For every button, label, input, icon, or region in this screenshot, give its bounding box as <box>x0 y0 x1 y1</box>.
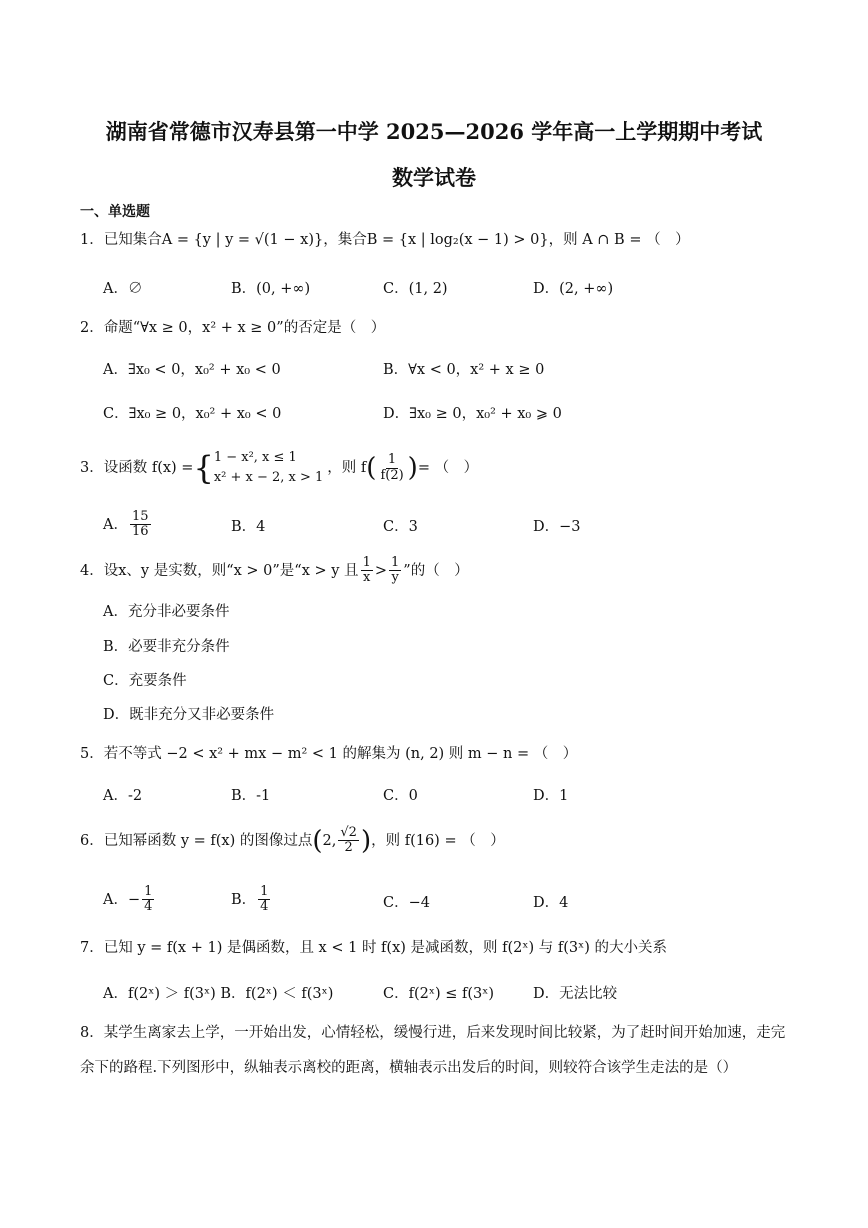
q3-option-a-den: 16 <box>131 524 149 540</box>
q3-frac-num: 1 <box>387 452 397 468</box>
q6-option-c: C．−4 <box>383 895 430 911</box>
q2-option-b: B．∀x < 0，x² + x ≥ 0 <box>383 362 545 378</box>
q4-fraction-1 <box>361 556 373 586</box>
left-brace-icon: { <box>193 449 214 487</box>
q6-option-d: D．4 <box>533 895 569 911</box>
question-5-stem: 5．若不等式 −2 < x² + mx − m² < 1 的解集为 (n, 2) 则 m − n = （ ） <box>80 746 578 762</box>
q6-option-b-label: B． <box>231 891 257 908</box>
q3-fraction <box>378 453 405 483</box>
question-2-stem: 2．命题“∀x ≥ 0，x² + x ≥ 0”的否定是（ ） <box>80 320 386 336</box>
q7-option-ab: A．f(2ˣ) ＞ f(3ˣ) B．f(2ˣ) ＜ f(3ˣ) <box>103 986 334 1002</box>
q4-option-c: C．充要条件 <box>103 673 187 689</box>
question-1-stem <box>80 230 690 250</box>
q6-option-a-fraction <box>142 885 154 915</box>
q6-option-a-den: 4 <box>144 899 153 915</box>
q6-pt-num: √2 <box>340 825 357 840</box>
q4-f2-num: 1 <box>391 555 400 570</box>
paren-close-icon: ) <box>407 453 418 483</box>
q4-gt: > <box>374 562 387 579</box>
q6-point-fraction <box>338 826 359 856</box>
q4-f1-num: 1 <box>362 555 371 570</box>
q1-set-b: B = {x | log₂(x − 1) > 0} <box>366 232 549 248</box>
question-3-stem <box>80 448 478 488</box>
q3-option-a-label: A． <box>103 516 128 533</box>
question-4-stem <box>80 556 469 586</box>
q1-option-c: C．(1, 2) <box>383 281 448 297</box>
q4-f2-den: y <box>391 570 399 586</box>
q6-option-b <box>231 885 272 915</box>
q4-option-a: A．充分非必要条件 <box>103 604 230 620</box>
question-6-stem <box>80 826 505 856</box>
q1-pre: 1．已知集合 <box>80 232 162 248</box>
q1-mid: ，集合 <box>323 232 367 248</box>
q6-pre: 6．已知幂函数 y = f(x) 的图像过点 <box>80 832 313 849</box>
q5-option-b: B．-1 <box>231 788 271 804</box>
paren-open-icon: ( <box>312 825 323 856</box>
section-heading: 一、单选题 <box>80 204 150 220</box>
q1-post: ，则 A ∩ B = （ ） <box>548 232 690 248</box>
q3-option-d: D．−3 <box>533 519 581 535</box>
q1-option-a: A．∅ <box>103 281 143 297</box>
question-8-stem: 8．某学生离家去上学，一开始出发，心情轻松，缓慢行进，后来发现时间比较紧，为了赶时间开始加速，走完余下的路程.下列图形中，纵轴表示离校的距离，横轴表示出发后的时间，则较符合该学生走法的是（） <box>80 1025 786 1076</box>
q3-case-1: 1 − x², x ≤ 1 <box>213 450 297 465</box>
q3-option-a-num: 15 <box>131 509 149 524</box>
q3-pre: 3．设函数 f(x) = <box>80 460 194 476</box>
q3-option-b: B．4 <box>231 519 266 535</box>
q3-frac-den: f(2) <box>380 467 404 483</box>
page-title: 湖南省常德市汉寿县第一中学 2025—2026 学年高一上学期期中考试 <box>105 119 763 144</box>
q6-option-b-den: 4 <box>260 899 269 915</box>
q5-option-c: C．0 <box>383 788 418 804</box>
q6-option-b-num: 1 <box>260 884 269 899</box>
q3-mid: ，则 f <box>327 460 367 476</box>
q4-fraction-2 <box>389 556 401 586</box>
q6-option-b-fraction <box>258 885 270 915</box>
q5-option-a: A．-2 <box>103 788 143 804</box>
q7-option-d: D．无法比较 <box>533 986 618 1002</box>
q5-option-d: D．1 <box>533 788 569 804</box>
q6-pt-den: 2 <box>344 840 353 856</box>
q2-option-a: A．∃x₀ < 0，x₀² + x₀ < 0 <box>103 362 281 378</box>
paren-close-icon: ) <box>360 825 372 856</box>
page-subtitle: 数学试卷 <box>392 165 476 190</box>
q3-option-c: C．3 <box>383 519 418 535</box>
q1-set-a: A = {y | y = √(1 − x)} <box>161 232 324 248</box>
q4-option-d: D．既非充分又非必要条件 <box>103 707 275 723</box>
q1-option-b: B．(0, +∞) <box>231 281 311 297</box>
q4-option-b: B．必要非充分条件 <box>103 639 230 655</box>
q4-f1-den: x <box>363 570 371 586</box>
paren-open-icon: ( <box>366 453 377 483</box>
q6-option-a-label: A．− <box>103 891 141 908</box>
q7-option-c: C．f(2ˣ) ≤ f(3ˣ) <box>383 986 495 1002</box>
q6-option-a <box>103 885 156 915</box>
q3-post: = （ ） <box>417 460 479 476</box>
q4-post: ”的（ ） <box>403 562 469 579</box>
q4-pre: 4．设x、y 是实数，则“x > 0”是“x > y 且 <box>80 562 359 579</box>
q3-piecewise <box>214 448 323 488</box>
q2-option-c: C．∃x₀ ≥ 0，x₀² + x₀ < 0 <box>103 406 282 422</box>
q3-option-a-fraction <box>130 510 151 540</box>
q1-option-d: D．(2, +∞) <box>533 281 614 297</box>
q6-point-x: 2, <box>322 832 337 849</box>
question-7-stem: 7．已知 y = f(x + 1) 是偶函数，且 x < 1 时 f(x) 是减函数，则 f(2ˣ) 与 f(3ˣ) 的大小关系 <box>80 940 668 956</box>
q6-post: ，则 f(16) = （ ） <box>371 832 505 849</box>
q2-option-d: D．∃x₀ ≥ 0，x₀² + x₀ ⩾ 0 <box>383 406 562 422</box>
q3-case-2: x² + x − 2, x > 1 <box>213 470 324 485</box>
q3-option-a <box>103 510 153 540</box>
q6-option-a-num: 1 <box>144 884 153 899</box>
